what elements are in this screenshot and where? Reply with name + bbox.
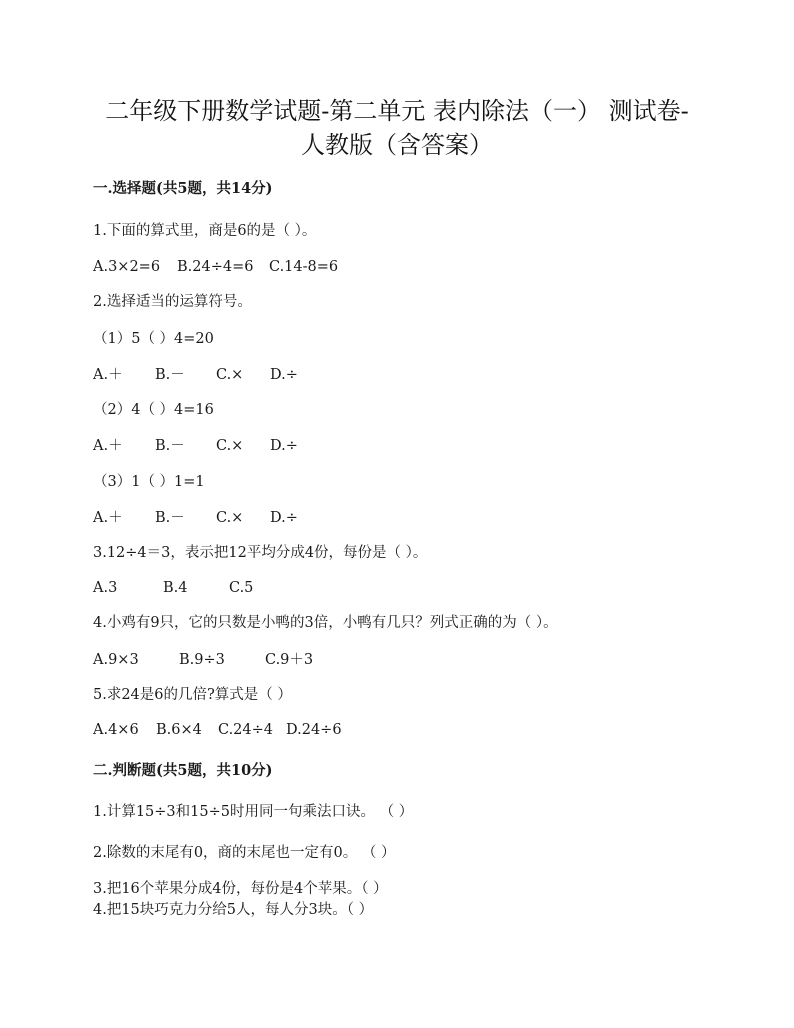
question-2-sub-3-options: [93, 509, 298, 527]
question-4-options: [93, 651, 313, 669]
q1-option-b: B.24÷4=6: [177, 259, 254, 275]
q2-1-option-c: C.×: [216, 367, 244, 383]
q2-1-option-d: D.÷: [270, 367, 298, 383]
question-2-sub-1-options: [93, 366, 298, 384]
q4-option-c: C.9＋3: [265, 652, 314, 668]
q4-option-a: A.9×3: [93, 652, 139, 668]
q2-2-option-d: D.÷: [270, 438, 298, 454]
question-3-text: 3.12÷4＝3，表示把12平均分成4份，每份是（ ）。: [93, 545, 428, 561]
q3-option-a: A.3: [93, 580, 118, 596]
q5-option-b: B.6×4: [156, 722, 202, 738]
judgement-item-3: 3.把16个苹果分成4份，每份是4个苹果。（ ）: [93, 881, 388, 897]
q4-option-b: B.9÷3: [179, 652, 225, 668]
question-2-sub-3: （3）1（ ）1=1: [93, 474, 205, 490]
question-2-sub-1: （1）5（ ）4=20: [93, 331, 214, 347]
judgement-item-2: 2.除数的末尾有0，商的末尾也一定有0。 （ ）: [93, 845, 396, 861]
q2-2-option-a: A.＋: [93, 438, 123, 454]
q2-3-option-b: B.－: [155, 510, 185, 526]
question-3-options: [93, 579, 253, 597]
q2-3-option-d: D.÷: [270, 510, 298, 526]
question-2-text: 2.选择适当的运算符号。: [93, 294, 252, 310]
q2-2-option-b: B.－: [155, 438, 185, 454]
page-title-line-1: 二年级下册数学试题-第二单元 表内除法（一） 测试卷-: [105, 97, 689, 125]
q3-option-c: C.5: [229, 580, 254, 596]
question-5-options: [93, 721, 342, 739]
q2-2-option-c: C.×: [216, 438, 244, 454]
q1-option-c: C.14-8=6: [269, 259, 339, 275]
judgement-item-1: 1.计算15÷3和15÷5时用同一句乘法口诀。 （ ）: [93, 804, 414, 820]
section-heading-choice: 一.选择题(共5题，共14分): [93, 180, 273, 197]
question-2-sub-2-options: [93, 437, 298, 455]
q2-1-option-b: B.－: [155, 367, 185, 383]
question-4-text: 4.小鸡有9只，它的只数是小鸭的3倍，小鸭有几只？列式正确的为（ ）。: [93, 615, 558, 631]
q2-3-option-a: A.＋: [93, 510, 123, 526]
question-1-options: [93, 258, 338, 276]
q2-3-option-c: C.×: [216, 510, 244, 526]
judgement-item-4: 4.把15块巧克力分给5人，每人分3块。（ ）: [93, 902, 374, 918]
q5-option-c: C.24÷4: [218, 722, 274, 738]
q5-option-d: D.24÷6: [286, 722, 342, 738]
section-heading-judgement: 二.判断题(共5题，共10分): [93, 762, 273, 779]
question-5-text: 5.求24是6的几倍?算式是（ ）: [93, 687, 292, 703]
question-2-sub-2: （2）4（ ）4=16: [93, 402, 214, 418]
page-title-line-2: 人教版（含答案）: [301, 131, 493, 159]
q5-option-a: A.4×6: [93, 722, 139, 738]
q1-option-a: A.3×2=6: [93, 259, 161, 275]
question-1-text: 1.下面的算式里，商是6的是（ ）。: [93, 223, 317, 239]
q3-option-b: B.4: [163, 580, 188, 596]
q2-1-option-a: A.＋: [93, 367, 123, 383]
